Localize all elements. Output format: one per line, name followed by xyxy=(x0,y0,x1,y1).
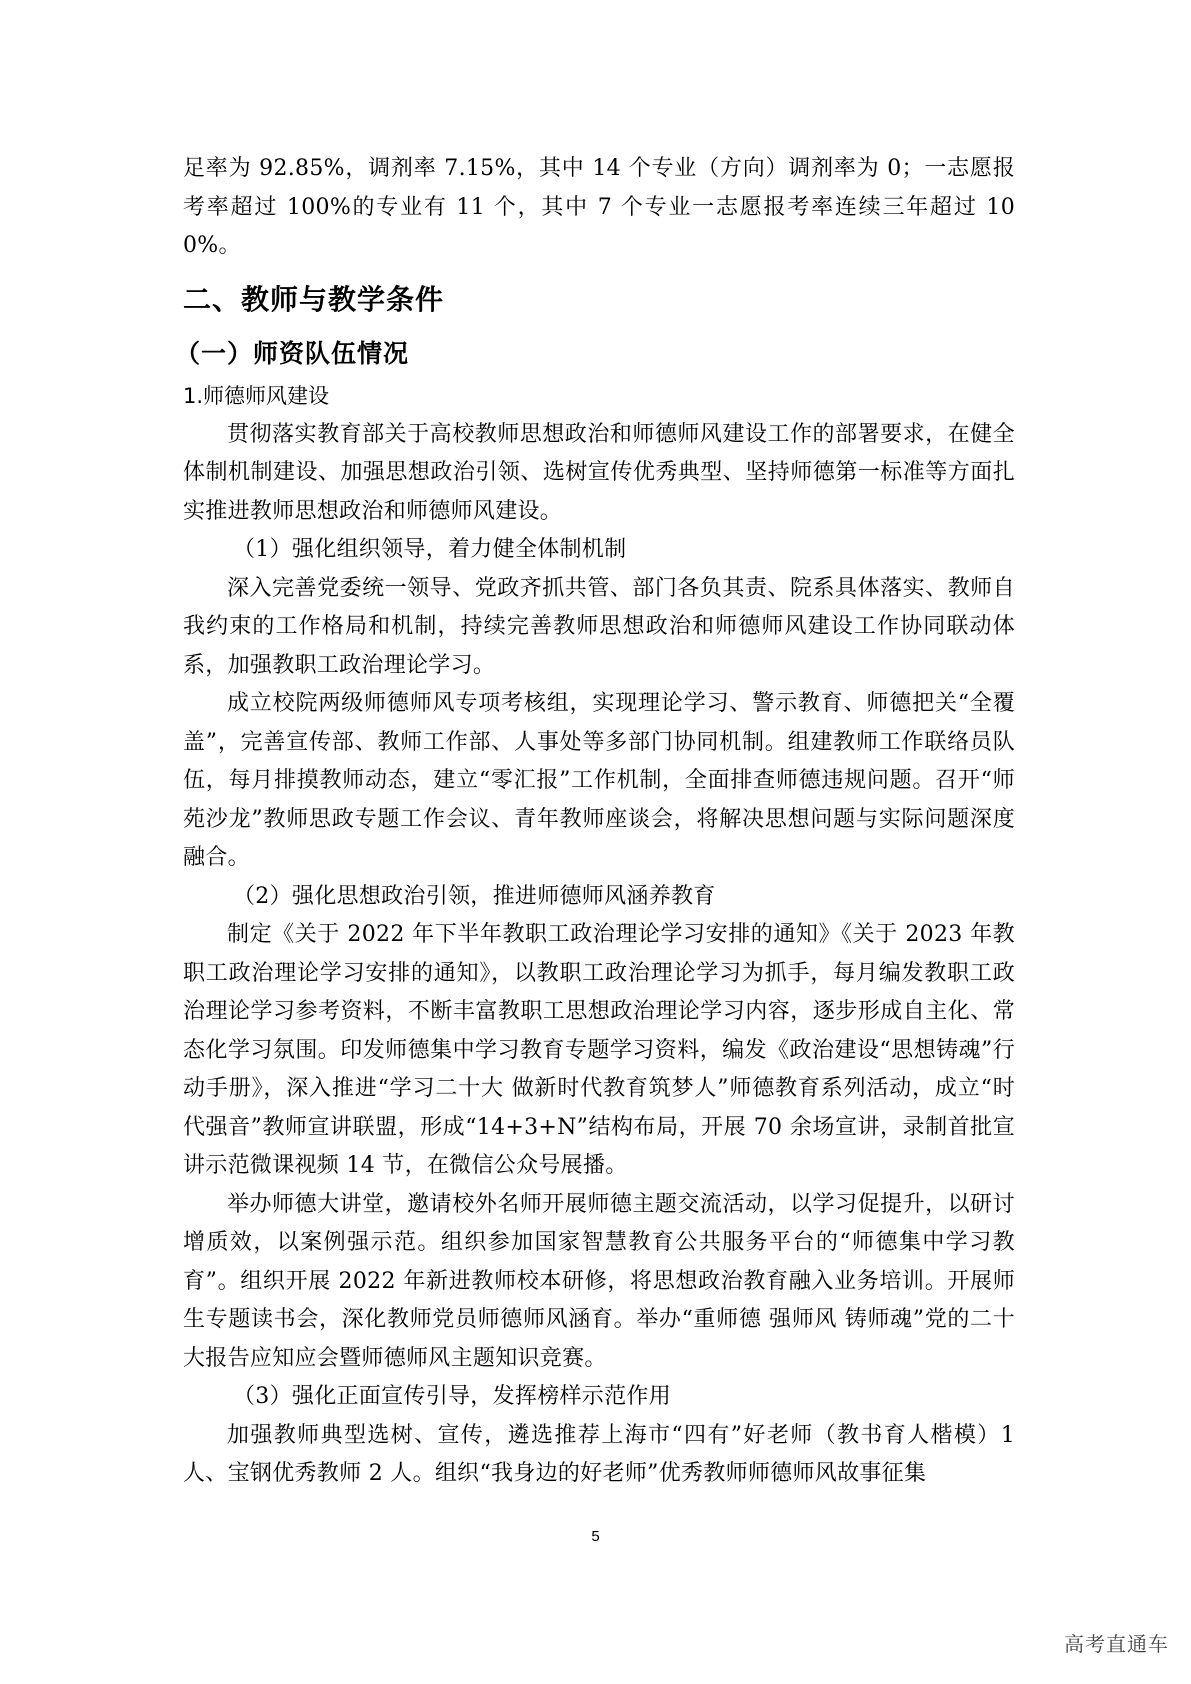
point3-heading: （3）强化正面宣传引导，发挥榜样示范作用 xyxy=(233,1384,671,1409)
point1-paragraph-2: 成立校院两级师德师风专项考核组，实现理论学习、警示教育、师德把关“全覆盖”，完善宣传部、教师工作部、人事处等多部门协同机制。组建教师工作联络员队伍，每月排摸教师动态，建立“零汇报”工作机制，全面排查师德违规问题。召开“师苑沙龙”教师思政专题工作会议、青年教师座谈会，将解决思想问题与实际问题深度融合。 xyxy=(183,691,1015,870)
point1-heading: （1）强化组织领导，着力健全体制机制 xyxy=(233,537,627,562)
watermark: 高考直通车 xyxy=(1064,1632,1169,1656)
continued-paragraph: 足率为 92.85%，调剂率 7.15%，其中 14 个专业（方向）调剂率为 0；一志愿报考率超过 100%的专业有 11 个，其中 7 个专业一志愿报考率连续三年超过 100%。 xyxy=(183,156,1015,258)
point2-heading: （2）强化思想政治引领，推进师德师风涵养教育 xyxy=(233,883,716,909)
point2-paragraph-1: 制定《关于 2022 年下半年教职工政治理论学习安排的通知》《关于 2023 年教职工政治理论学习安排的通知》，以教职工政治理论学习为抓手，每月编发教职工政治理论学习参考资料，不断丰富教职工思想政治理论学习内容，逐步形成自主化、常态化学习氛围。印发师德集中学习教育专题学习资料，编发《政治建设“思想铸魂”行动手册》，深入推进“学习二十大 做新时代教育筑梦人”师德教育系列活动，成立“时代强音”教师宣讲联盟，形成“14+3+N”结构布局，开展 70 余场宣讲，录制首批宣讲示范微课视频 14 节，在微信公众号展播。 xyxy=(183,922,1015,1178)
point1-paragraph-1: 深入完善党委统一领导、党政齐抓共管、部门各负其责、院系具体落实、教师自我约束的工作格局和机制，持续完善教师思想政治和师德师风建设工作协同联动体系，加强教职工政治理论学习。 xyxy=(183,575,1015,678)
point2-paragraph-2: 举办师德大讲堂，邀请校外名师开展师德主题交流活动，以学习促提升，以研讨增质效，以案例强示范。组织参加国家智慧教育公共服务平台的“师德集中学习教育”。组织开展 2022 年新进教师校本研修，将思想政治教育融入业务培训。开展师生专题读书会，深化教师党员师德师风涵育。举办“重师德 强师风 铸师魂”党的二十大报告应知应会暨师德师风主题知识竞赛。 xyxy=(183,1191,1015,1371)
page-number: 5 xyxy=(591,1528,600,1545)
document-body xyxy=(175,150,1015,1494)
intro-paragraph: 贯彻落实教育部关于高校教师思想政治和师德师风建设工作的部署要求，在健全体制机制建设、加强思想政治引领、选树宣传优秀典型、坚持师德第一标准等方面扎实推进教师思想政治和师德师风建设。 xyxy=(183,421,1015,524)
subsection-heading: （一）师资队伍情况 xyxy=(175,338,410,368)
item-heading: 1.师德师风建设 xyxy=(183,383,330,408)
point3-paragraph-1: 加强教师典型选树、宣传，遴选推荐上海市“四有”好老师（教书育人楷模）1 人、宝钢优秀教师 2 人。组织“我身边的好老师”优秀教师师德师风故事征集 xyxy=(183,1422,1015,1486)
section-heading: 二、教师与教学条件 xyxy=(183,282,445,316)
